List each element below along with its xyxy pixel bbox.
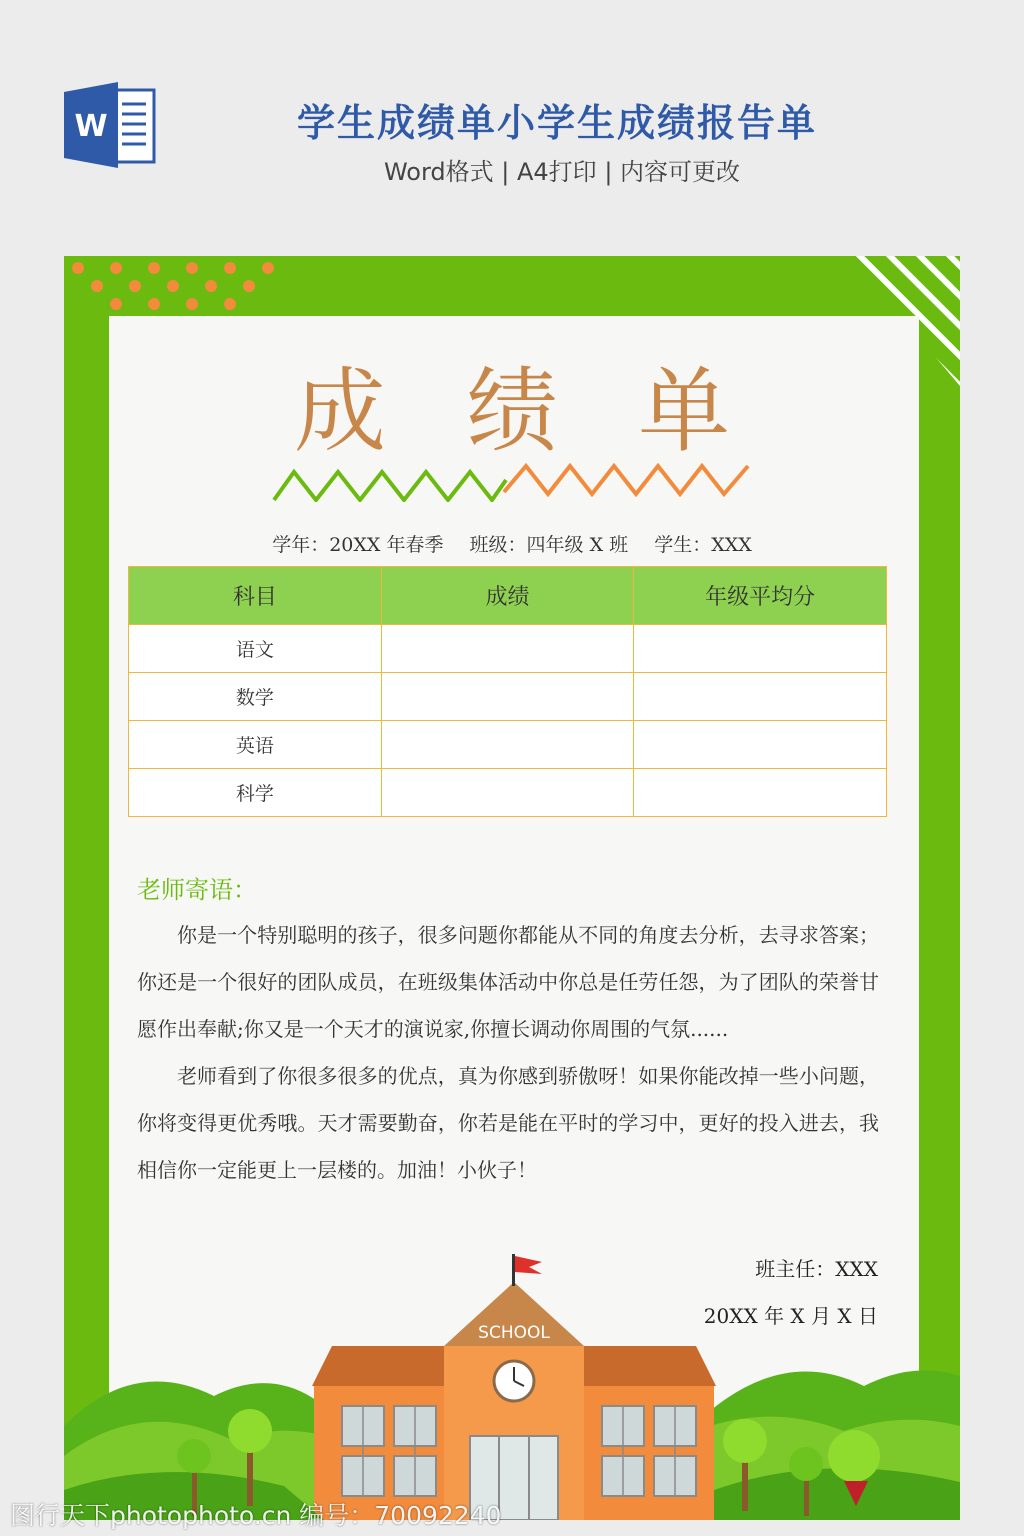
average-cell[interactable] [634,625,887,673]
student-info [64,530,960,557]
school-sign: SCHOOL [478,1323,550,1343]
subject-cell: 数学 [129,673,382,721]
header-score: 成绩 [381,567,634,625]
teacher-message [137,912,879,1194]
score-cell[interactable] [381,769,634,817]
average-cell[interactable] [634,769,887,817]
score-cell[interactable] [381,625,634,673]
report-card-frame [64,256,960,1520]
header-subject: 科目 [129,567,382,625]
subject-cell: 语文 [129,625,382,673]
header [0,0,1024,250]
table-row [129,721,887,769]
table-row [129,673,887,721]
school-year: 学年：20XX 年春季 [272,534,444,556]
average-cell[interactable] [634,673,887,721]
average-cell[interactable] [634,721,887,769]
watermark: 图行天下photophoto.cn 编号：70092240 [10,1501,502,1530]
signature-block [704,1246,878,1340]
teacher-signature: 班主任：XXX [755,1257,878,1281]
score-cell[interactable] [381,721,634,769]
word-badge: W [74,109,108,144]
zigzag-divider [272,462,752,502]
teacher-message-label: 老师寄语： [137,876,257,904]
subject-cell: 科学 [129,769,382,817]
subject-cell: 英语 [129,721,382,769]
message-paragraph-1: 你是一个特别聪明的孩子，很多问题你都能从不同的角度去分析，去寻求答案；你还是一个很好的团队成员，在班级集体活动中你总是任劳任怨，为了团队的荣誉甘愿作出奉献;你又是一个天才的演说家,你擅长调动你周围的气氛...... [137,923,879,1041]
score-cell[interactable] [381,673,634,721]
page-subtitle: Word格式 | A4打印 | 内容可更改 [383,158,741,186]
grade-table [128,566,887,817]
student-name: 学生：XXX [654,534,752,556]
page-title: 学生成绩单小学生成绩报告单 [296,101,817,145]
document-title: 成绩单 [293,358,810,465]
flag-icon [515,1256,542,1274]
header-average: 年级平均分 [634,567,887,625]
table-row [129,625,887,673]
class-name: 班级：四年级 X 班 [469,534,629,556]
signature-date: 20XX 年 X 月 X 日 [703,1304,878,1328]
table-row [129,769,887,817]
table-header-row [129,567,887,625]
message-paragraph-2: 老师看到了你很多很多的优点，真为你感到骄傲呀！如果你能改掉一些小问题，你将变得更优秀哦。天才需要勤奋，你若是能在平时的学习中，更好的投入进去，我相信你一定能更上一层楼的。加油！小伙子！ [137,1064,879,1182]
